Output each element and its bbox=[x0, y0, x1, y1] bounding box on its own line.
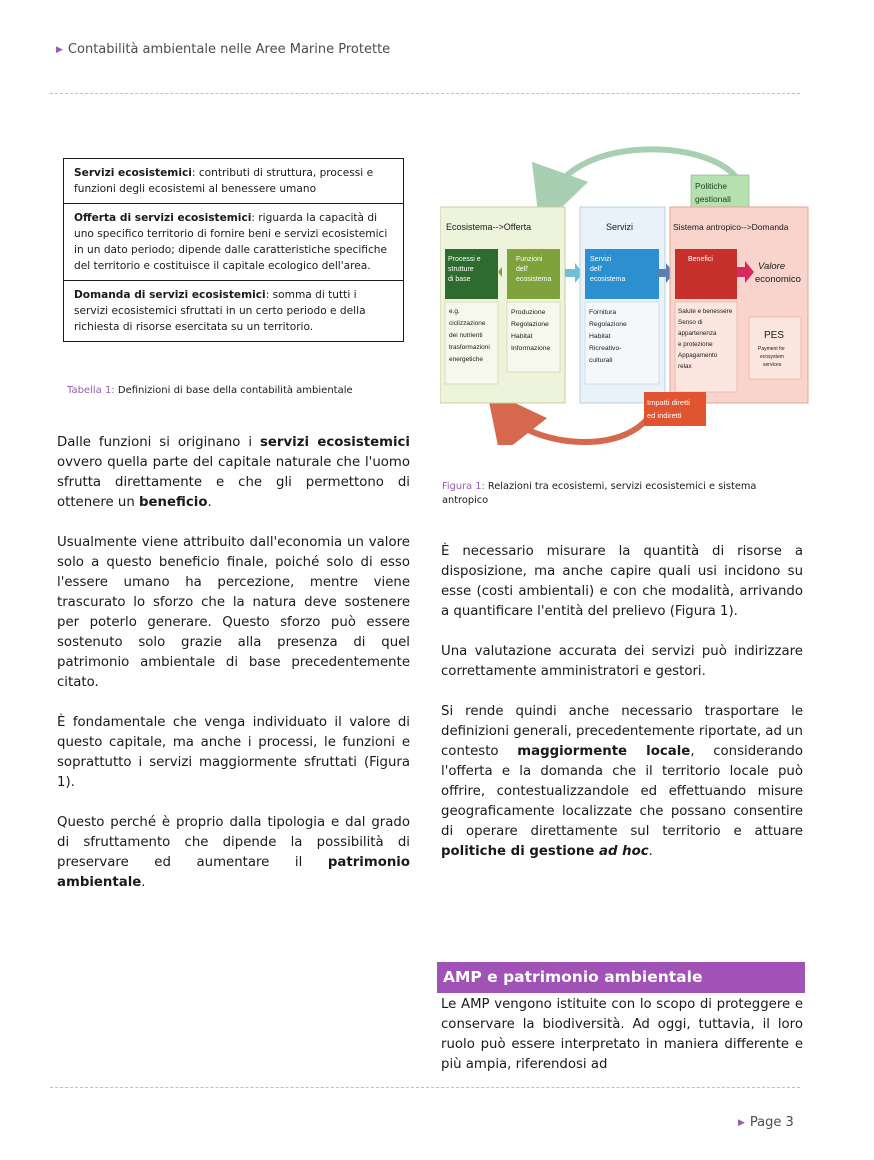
svg-text:Appagamento: Appagamento bbox=[678, 352, 718, 359]
figure-caption: Figura 1: Relazioni tra ecosistemi, servizi ecosistemici e sistema antropico bbox=[442, 481, 757, 506]
paragraph: Le AMP vengono istituite con lo scopo di proteggere e conservare la biodiversità. Ad oggi, tuttavia, il loro ruolo può essere interpretato in maniera differente e più ampia, riferendosi ad bbox=[441, 997, 803, 1072]
svg-text:trasformazioni: trasformazioni bbox=[449, 344, 490, 351]
svg-text:economico: economico bbox=[755, 274, 801, 285]
policies-label: Politiche bbox=[695, 181, 728, 191]
footer-divider bbox=[50, 1087, 800, 1088]
svg-text:Habitat: Habitat bbox=[589, 333, 611, 340]
triangle-marker-icon: ▶ bbox=[56, 45, 63, 55]
section-body bbox=[441, 995, 803, 1075]
header-divider bbox=[50, 93, 800, 94]
svg-text:ed indiretti: ed indiretti bbox=[647, 411, 682, 420]
svg-text:Funzioni: Funzioni bbox=[516, 256, 543, 263]
paragraph: È necessario misurare la quantità di risorse a disposizione, ma anche capire quali usi incidono su esse (costi ambientali) e con che modalità, arrivando a quantificare l'entità del prelievo (Figura 1). bbox=[441, 544, 803, 619]
svg-text:Informazione: Informazione bbox=[511, 345, 551, 352]
svg-text:strutture: strutture bbox=[448, 266, 474, 273]
impacts-label: Impatti diretti bbox=[647, 398, 690, 407]
svg-text:energetiche: energetiche bbox=[449, 356, 483, 363]
svg-text:Salute e benessere: Salute e benessere bbox=[678, 308, 733, 315]
right-column bbox=[441, 542, 803, 882]
svg-text:gestionali: gestionali bbox=[695, 194, 731, 204]
svg-text:di base: di base bbox=[448, 276, 471, 283]
paragraph: Questo perché è proprio dalla tipologia e dal grado di sfruttamento che dipende la possibilità di preservare ed aumentare il patrimonio ambientale. bbox=[57, 815, 410, 890]
table-caption: Tabella 1: Definizioni di base della contabilità ambientale bbox=[67, 385, 353, 396]
svg-text:Payment for: Payment for bbox=[758, 346, 785, 352]
svg-text:appartenenza: appartenenza bbox=[678, 330, 717, 337]
paragraph: Usualmente viene attribuito dall'economia un valore solo a questo beneficio finale, poiché solo di esso l'essere umano ha percezione, mentre viene trascurato lo sforzo che la natura deve sostenere per poterlo generare. Questo sforzo può essere sostenuto solo grazie alla presenza di quel patrimonio ambientale di base precedentemente citato. bbox=[57, 535, 410, 690]
svg-text:Benefici: Benefici bbox=[688, 256, 713, 263]
services-title: Servizi bbox=[606, 222, 634, 232]
table-row: Servizi ecosistemici: contributi di struttura, processi e funzioni degli ecosistemi al benessere umano bbox=[64, 159, 403, 204]
svg-text:ecosistema: ecosistema bbox=[590, 276, 626, 283]
running-header bbox=[56, 42, 390, 57]
svg-text:culturali: culturali bbox=[589, 357, 613, 364]
svg-text:services: services bbox=[763, 362, 782, 368]
svg-text:e protezione: e protezione bbox=[678, 341, 713, 348]
svg-text:Ricreativo-: Ricreativo- bbox=[589, 345, 622, 352]
left-column bbox=[57, 433, 410, 913]
svg-text:ciclizzazione: ciclizzazione bbox=[449, 320, 486, 327]
anthropic-title: Sistema antropico-->Domanda bbox=[673, 222, 789, 232]
pes-title: PES bbox=[764, 330, 785, 341]
svg-text:Produzione: Produzione bbox=[511, 309, 546, 316]
svg-text:dell': dell' bbox=[590, 266, 603, 273]
header-title: Contabilità ambientale nelle Aree Marine Protette bbox=[67, 42, 391, 57]
svg-text:ecosistema: ecosistema bbox=[516, 276, 552, 283]
triangle-marker-icon: ▶ bbox=[738, 1118, 745, 1128]
svg-text:dei nutrienti: dei nutrienti bbox=[449, 332, 483, 339]
ecosystem-title: Ecosistema-->Offerta bbox=[446, 222, 532, 232]
table-row: Offerta di servizi ecosistemici: riguarda la capacità di uno specifico territorio di fornire beni e servizi ecosistemici in un dato periodo; dipende dalle caratteristiche specifiche del territorio e costituisce il capitale ecologico dell'area. bbox=[64, 204, 403, 281]
section-heading: AMP e patrimonio ambientale bbox=[437, 962, 805, 993]
svg-text:Servizi: Servizi bbox=[590, 256, 612, 263]
svg-text:ecosystem: ecosystem bbox=[760, 354, 784, 360]
definitions-table bbox=[63, 158, 404, 342]
svg-text:dell': dell' bbox=[516, 266, 529, 273]
svg-text:Habitat: Habitat bbox=[511, 333, 533, 340]
svg-text:e.g.: e.g. bbox=[449, 308, 460, 315]
svg-text:Senso di: Senso di bbox=[678, 319, 703, 326]
economic-value-label: Valore bbox=[758, 261, 786, 272]
paragraph: Una valutazione accurata dei servizi può indirizzare correttamente amministratori e gestori. bbox=[441, 644, 803, 679]
paragraph: Dalle funzioni si originano i servizi ecosistemici ovvero quella parte del capitale naturale che l'uomo sfrutta direttamente e che gli permettono di ottenere un beneficio. bbox=[57, 435, 410, 510]
feedback-arrow-bottom bbox=[505, 407, 655, 442]
page-number: ▶ Page 3 bbox=[738, 1115, 794, 1130]
svg-text:relax: relax bbox=[678, 363, 692, 370]
ecosystem-services-diagram bbox=[440, 145, 810, 445]
svg-text:Fornitura: Fornitura bbox=[589, 309, 617, 316]
table-row: Domanda di servizi ecosistemici: somma di tutti i servizi ecosistemici sfruttati in un certo periodo e della richiesta di risorse esercitata su un territorio. bbox=[74, 289, 366, 333]
svg-text:Processi e: Processi e bbox=[448, 256, 481, 263]
paragraph: È fondamentale che venga individuato il valore di questo capitale, ma anche i processi, le funzioni e soprattutto i servizi maggiormente sfruttati (Figura 1). bbox=[57, 715, 410, 790]
paragraph: Si rende quindi anche necessario trasportare le definizioni generali, precedentemente riportate, ad un contesto maggiormente locale, considerando l'offerta e la domanda che il territorio locale può offrire, contestualizzandole ed effettuando misure geograficamente localizzate che possano consentire di operare direttamente sul territorio e attuare politiche di gestione ad hoc. bbox=[441, 704, 803, 859]
svg-text:Regolazione: Regolazione bbox=[511, 321, 549, 328]
svg-text:Regolazione: Regolazione bbox=[589, 321, 627, 328]
